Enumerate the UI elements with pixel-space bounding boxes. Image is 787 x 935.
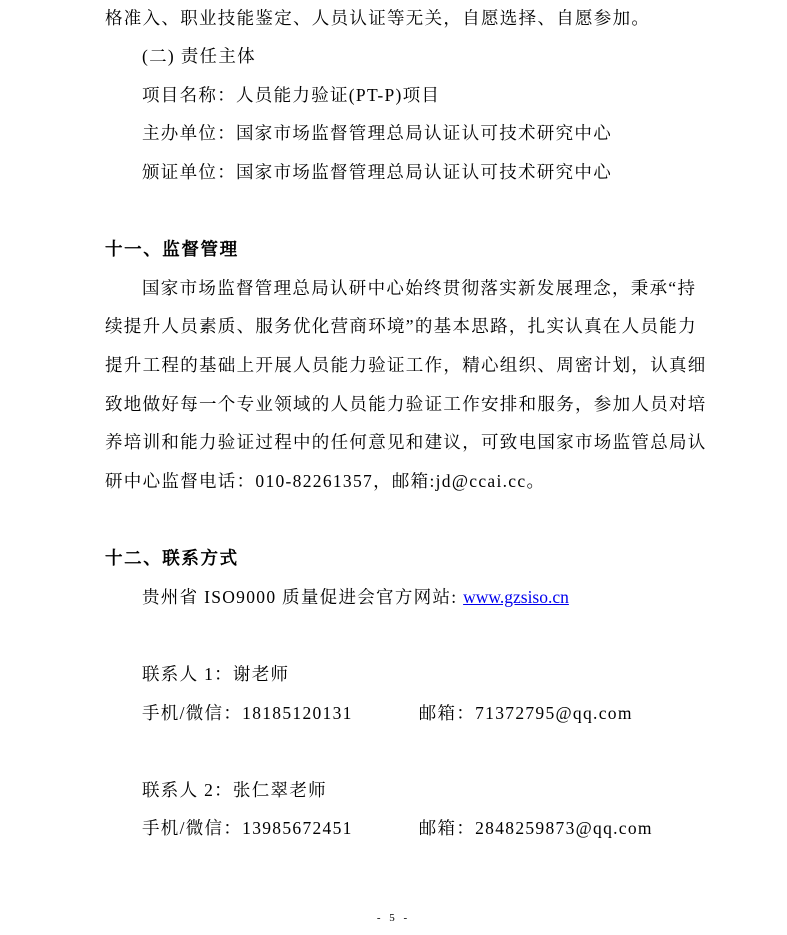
- host-unit-line: [142, 121, 742, 145]
- project-name-line: [142, 83, 742, 107]
- supervision-para-line-5: 养培训和能力验证过程中的任何意见和建议，可致电国家市场监管总局认: [105, 432, 707, 452]
- contact1-name: 联系人 1：谢老师: [142, 664, 290, 684]
- issuer-unit-value: 国家市场监督管理总局认证认可技术研究中心: [236, 162, 612, 182]
- contact2-email: 邮箱：2848259873@qq.com: [418, 818, 653, 838]
- contact2-name: 联系人 2：张仁翠老师: [142, 780, 327, 800]
- website-label: 贵州省 ISO9000 质量促进会官方网站:: [142, 587, 464, 607]
- host-unit-label: 主办单位：: [142, 123, 236, 143]
- continued-paragraph-line: 格准入、职业技能鉴定、人员认证等无关，自愿选择、自愿参加。: [105, 8, 651, 28]
- contact1-phone: 手机/微信：18185120131: [142, 703, 353, 723]
- issuer-unit-line: [142, 160, 742, 184]
- host-unit-value: 国家市场监督管理总局认证认可技术研究中心: [236, 123, 612, 143]
- project-name-value: 人员能力验证(PT-P)项目: [236, 85, 441, 105]
- section-heading-supervision: 十一、监督管理: [105, 239, 239, 259]
- contact2-phone: 手机/微信：13985672451: [142, 818, 353, 838]
- website-line: [142, 585, 742, 609]
- issuer-unit-label: 颁证单位：: [142, 162, 236, 182]
- supervision-para-line-1: 国家市场监督管理总局认研中心始终贯彻落实新发展理念，秉承“持: [142, 278, 697, 298]
- contact1-details: [142, 701, 742, 725]
- supervision-para-line-2: 续提升人员素质、服务优化营商环境”的基本思路，扎实认真在人员能力: [105, 316, 697, 336]
- contact1-email: 邮箱：71372795@qq.com: [418, 703, 633, 723]
- project-name-label: 项目名称：: [142, 85, 236, 105]
- section-heading-contact: 十二、联系方式: [105, 548, 239, 568]
- subsection-heading-responsibility: (二) 责任主体: [142, 46, 256, 66]
- website-link[interactable]: www.gzsiso.cn: [463, 587, 569, 607]
- supervision-para-line-4: 致地做好每一个专业领域的人员能力验证工作安排和服务，参加人员对培: [105, 394, 707, 414]
- supervision-para-line-3: 提升工程的基础上开展人员能力验证工作，精心组织、周密计划，认真细: [105, 355, 707, 375]
- contact2-details: [142, 816, 742, 840]
- supervision-para-line-6: 研中心监督电话：010-82261357，邮箱:jd@ccai.cc。: [105, 471, 546, 491]
- page-number: - 5 -: [376, 912, 411, 924]
